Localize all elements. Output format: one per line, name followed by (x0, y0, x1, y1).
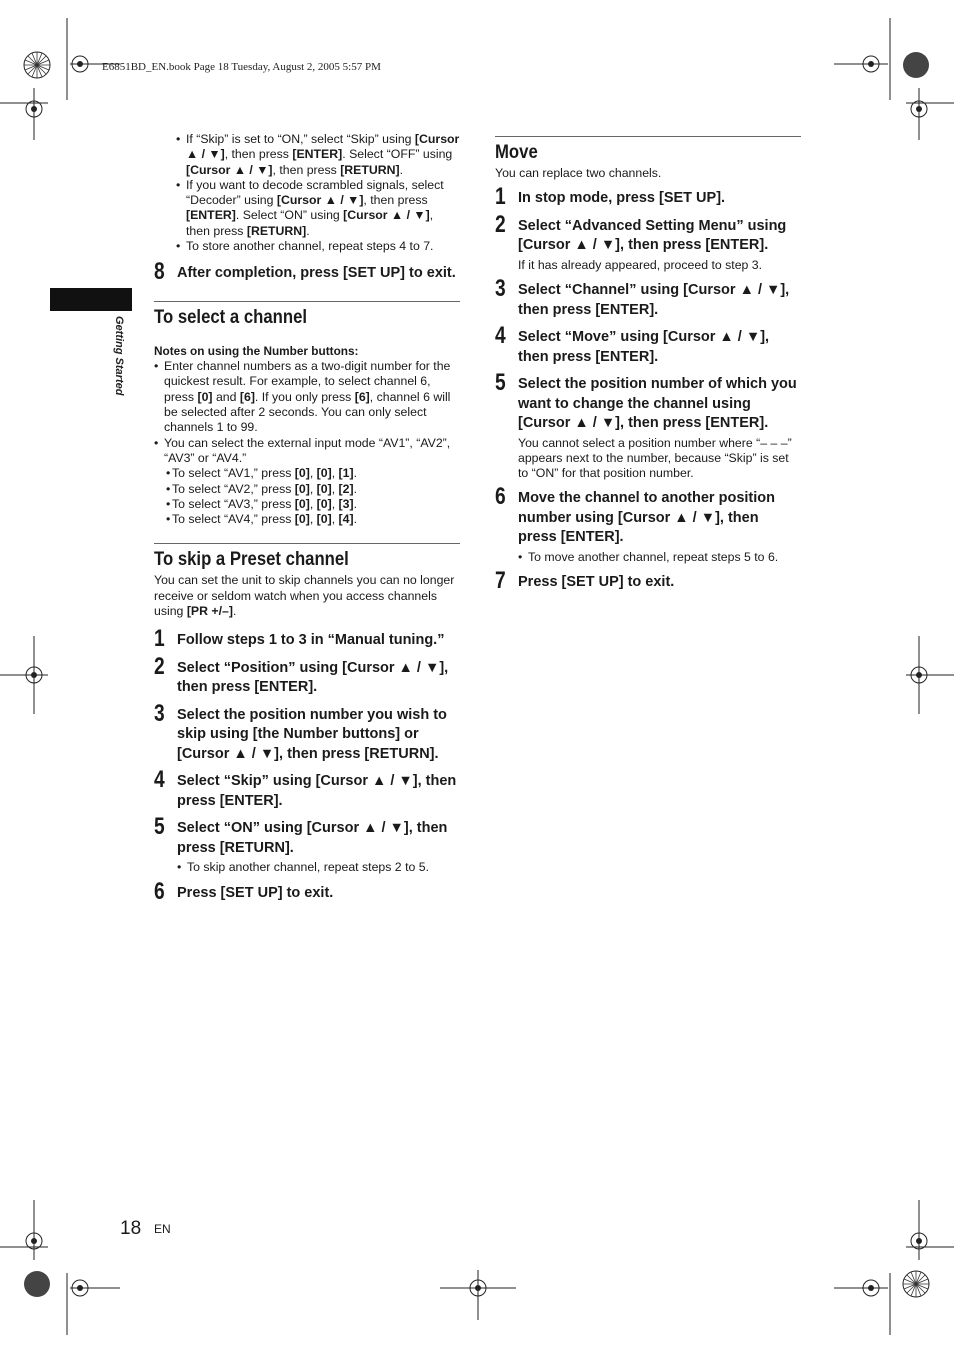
step-8 (154, 258, 460, 286)
section-intro: You can replace two channels. (495, 166, 662, 180)
note-two-digit: • Enter channel numbers as a two-digit number for the quickest result. For example, to select channel 6, press [0] and [6]. If you only press [6], channel 6 will be selected after 2 seconds. You can only select channels 1 to 99. (154, 359, 460, 435)
step-text: Select “Skip” using [Cursor ▲ / ▼], then press [ENTER]. (177, 773, 457, 809)
step-number: 3 (154, 699, 165, 727)
step-text: In stop mode, press [SET UP]. (518, 190, 726, 207)
divider (495, 136, 801, 137)
step-text: After completion, press [SET UP] to exit. (177, 265, 456, 282)
step-text: Select the position number you wish to skip using [the Number buttons] or [Cursor ▲ / ▼], then press [RETURN]. (177, 706, 447, 762)
skip-step-5 (154, 813, 460, 875)
step-text: Press [SET UP] to exit. (177, 884, 334, 901)
skip-channel-section (154, 549, 460, 903)
step-number: 5 (154, 813, 165, 841)
section-intro: You can set the unit to skip channels you can no longer receive or seldom watch when you access channels using [PR +/–]. (154, 573, 455, 619)
sub-note-av2: • To select “AV2,” press [0], [0], [2]. (154, 482, 460, 497)
sub-note-av1: • To select “AV1,” press [0], [0], [1]. (154, 466, 460, 481)
step-note: • To skip another channel, repeat steps 2 to 5. (177, 860, 460, 875)
step-number: 7 (495, 567, 506, 595)
top-bullets (176, 132, 460, 254)
note-external-input: • You can select the external input mode “AV1”, “AV2”, “AV3” or “AV4.” (154, 436, 460, 467)
step-bullet: • To move another channel, repeat steps 5 to 6. (518, 550, 801, 565)
step-text: Select “Position” using [Cursor ▲ / ▼], then press [ENTER]. (177, 659, 449, 696)
step-number: 5 (495, 369, 506, 397)
skip-step-4 (154, 766, 460, 811)
step-number: 2 (495, 210, 506, 238)
step-number: 8 (154, 258, 165, 286)
step-text: Select the position number of which you want to change the channel using [Cursor ▲ / ▼], then press [ENTER]. (518, 376, 797, 432)
section-tab-label: Getting Started (113, 316, 125, 396)
step-note: If it has already appeared, proceed to step 3. (518, 257, 763, 272)
move-step-1 (495, 183, 801, 211)
step-text: Press [SET UP] to exit. (518, 574, 675, 591)
sub-note-av4: • To select “AV4,” press [0], [0], [4]. (154, 512, 460, 527)
step-number: 6 (154, 877, 165, 905)
move-step-7 (495, 567, 801, 595)
step-number: 3 (495, 275, 506, 303)
step-text: Select “Move” using [Cursor ▲ / ▼], then press [ENTER]. (518, 329, 770, 365)
left-column (154, 132, 460, 903)
step-number: 6 (495, 483, 506, 511)
bullet-store: • To store another channel, repeat steps 4 to 7. (176, 239, 460, 254)
step-number: 1 (154, 625, 165, 653)
step-number: 4 (154, 766, 165, 794)
move-step-5 (495, 369, 801, 481)
skip-step-2 (154, 652, 460, 698)
divider (154, 301, 460, 302)
move-section (495, 142, 801, 593)
step-note: You cannot select a position number where “– – –” appears next to the number, because “Skip” is set to “ON” for that position number. (518, 435, 792, 481)
sub-note-av3: • To select “AV3,” press [0], [0], [3]. (154, 497, 460, 512)
page-language: EN (154, 1222, 171, 1236)
page-number: 18 (120, 1218, 142, 1239)
move-step-3 (495, 275, 801, 320)
select-channel-section (154, 307, 460, 528)
section-title: To select a channel (154, 306, 308, 328)
move-step-4 (495, 322, 801, 367)
bullet-decoder: • If you want to decode scrambled signals, select “Decoder” using [Cursor ▲ / ▼], then press [ENTER]. Select “ON” using [Cursor ▲ / ▼], then press [RETURN]. (176, 178, 460, 239)
step-text: Follow steps 1 to 3 in “Manual tuning.” (177, 632, 445, 649)
skip-step-3 (154, 699, 460, 765)
step-number: 1 (495, 183, 506, 211)
divider (154, 543, 460, 544)
right-column (495, 136, 801, 593)
step-text: Select “ON” using [Cursor ▲ / ▼], then press [RETURN]. (177, 820, 448, 856)
book-file-info: E6851BD_EN.book Page 18 Tuesday, August 2, 2005 5:57 PM (102, 61, 381, 73)
step-text: Select “Advanced Setting Menu” using [Cursor ▲ / ▼], then press [ENTER]. (518, 217, 787, 254)
notes-heading: Notes on using the Number buttons: (154, 343, 359, 358)
step-number: 4 (495, 322, 506, 350)
section-title: To skip a Preset channel (154, 549, 349, 571)
step-text: Move the channel to another position number using [Cursor ▲ / ▼], then press [ENTER]. (518, 490, 775, 546)
step-text: Select “Channel” using [Cursor ▲ / ▼], then press [ENTER]. (518, 282, 790, 318)
skip-step-1 (154, 625, 460, 653)
section-title: Move (495, 142, 538, 163)
section-tab-bar (50, 288, 132, 311)
step-number: 2 (154, 652, 165, 680)
move-step-2 (495, 210, 801, 273)
skip-step-6 (154, 877, 460, 905)
move-step-6 (495, 483, 801, 565)
bullet-skip: • If “Skip” is set to “ON,” select “Skip” using [Cursor ▲ / ▼], then press [ENTER]. Select “OFF” using [Cursor ▲ / ▼], then press [RETURN]. (176, 132, 460, 178)
